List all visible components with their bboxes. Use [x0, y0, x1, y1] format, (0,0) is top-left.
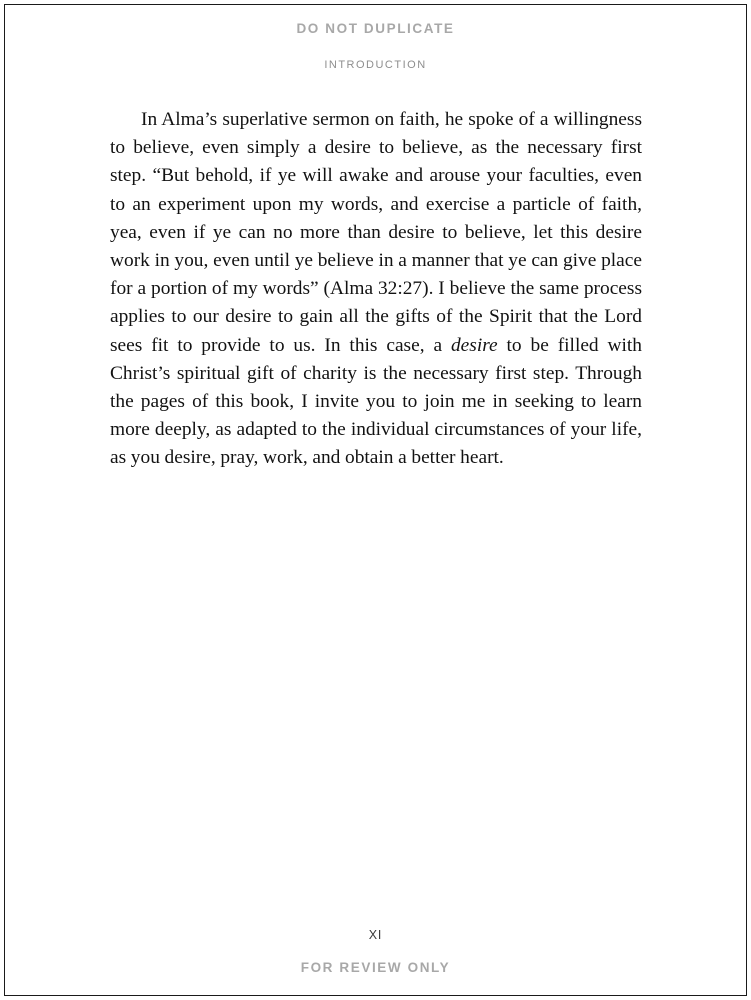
header-watermark-do-not-duplicate: DO NOT DUPLICATE	[296, 21, 455, 36]
page-number-folio: XI	[368, 928, 383, 942]
body-text-block	[110, 106, 642, 473]
body-paragraph-emphasis-desire: desire	[450, 334, 498, 356]
body-paragraph	[110, 106, 642, 473]
footer-watermark-for-review-only: FOR REVIEW ONLY	[300, 960, 451, 975]
running-head-chapter-title: INTRODUCTION	[324, 59, 427, 71]
body-paragraph-segment-1: In Alma’s superlative sermon on faith, he spoke of a willingness to believe, even simply a desire to believe, as the necessary first step. “But behold, if ye will awake and arouse your faculties, even to an experiment upon my words, and exercise a particle of faith, yea, even if ye can no more than desire to believe, let this desire work in you, even until ye believe in a manner that ye can give place for a portion of my words” (Alma 32:27). I believe the same process applies to our desire to gain all the gifts of the Spirit that the Lord sees fit to provide to us. In this case, a	[110, 109, 642, 356]
body-paragraph-segment-2: to be filled with Christ’s spiritual gift of charity is the necessary first step. Through the pages of this book, I invite you to join me in seeking to learn more deeply, as adapted to the individual circumstances of your life, as you desire, pray, work, and obtain a better heart.	[110, 334, 642, 469]
